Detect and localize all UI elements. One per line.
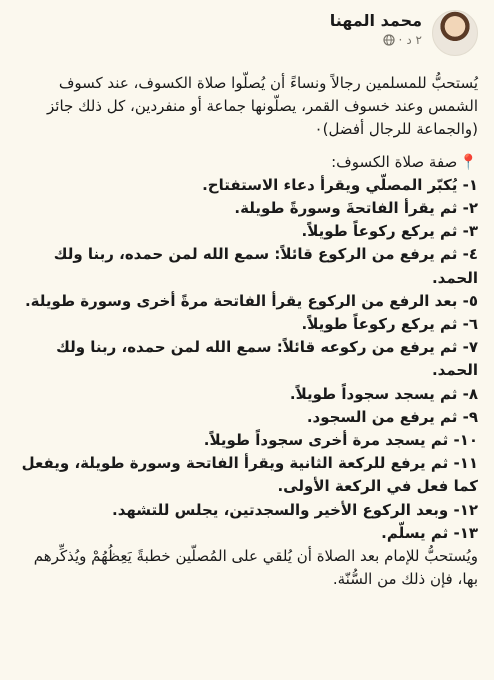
list-item: ٢- ثم يقرأ الفاتحةَ وسورةً طويلة. bbox=[234, 199, 478, 218]
list-item: ١٢- وبعد الركوع الأخير والسجدتين، يجلس للتشهد. bbox=[112, 500, 478, 519]
list-item: ٤- ثم يرفع من الركوع قائلاً: سمع الله لمن حمده، ربنا ولك الحمد. bbox=[53, 245, 478, 287]
list-item: ٦- ثم يركع ركوعاً طويلاً. bbox=[301, 315, 478, 334]
author-meta bbox=[330, 10, 422, 48]
list-item: ٨- ثم يسجد سجوداً طويلاً. bbox=[289, 384, 478, 403]
section-heading bbox=[14, 151, 478, 174]
list-item: ٧- ثم يرفع من ركوعه قائلاً: سمع الله لمن حمده، ربنا ولك الحمد. bbox=[56, 338, 478, 380]
post-body bbox=[14, 72, 478, 591]
list-item: ٣- ثم يركع ركوعاً طويلاً. bbox=[301, 222, 478, 241]
author-name[interactable]: محمد المهنا bbox=[329, 11, 422, 30]
post-meta-row: ٢ د · bbox=[330, 32, 422, 48]
list-item: ١١- ثم يرفع للركعة الثانية ويقرأ الفاتحة وسورة طويلة، ويفعل كما فعل في الركعة الأولى. bbox=[21, 454, 478, 496]
post-intro: يُستحبُّ للمسلمين رجالاً ونساءً أن يُصلّوا صلاة الكسوف، عند كسوف الشمس وعند خسوف القمر، يصلّونها جماعة أو منفردين، كل ذلك جائز (والجماعة للرجال أفضل)٠ bbox=[47, 74, 478, 139]
list-item: ١٠- ثم يسجد مرة أخرى سجوداً طويلاً. bbox=[203, 431, 478, 450]
post-closing: ويُستحبُّ للإمام بعد الصلاة أن يُلقي على المُصلّين خطبةً يَعِظُهُمْ ويُذكِّرهم بها، فإن ذلك من السُّنّة. bbox=[33, 547, 478, 589]
list-item: ١- يُكبّر المصلّي ويقرأ دعاء الاستفتاح. bbox=[202, 175, 478, 194]
author-avatar[interactable] bbox=[432, 10, 478, 56]
section-heading-text: صفة صلاة الكسوف: bbox=[331, 152, 458, 171]
pin-icon: 📍 bbox=[459, 152, 478, 171]
globe-icon bbox=[383, 34, 395, 46]
list-item: ٩- ثم يرفع من السجود. bbox=[306, 407, 478, 426]
post-header bbox=[14, 10, 478, 72]
list-item: ٥- بعد الرفع من الركوع يقرأ الفاتحة مرةً أخرى وسورة طويلة. bbox=[24, 291, 478, 310]
post-time[interactable]: ٢ د bbox=[406, 33, 422, 47]
steps-list bbox=[14, 174, 478, 545]
list-item: ١٣- ثم يسلّم. bbox=[381, 523, 478, 542]
